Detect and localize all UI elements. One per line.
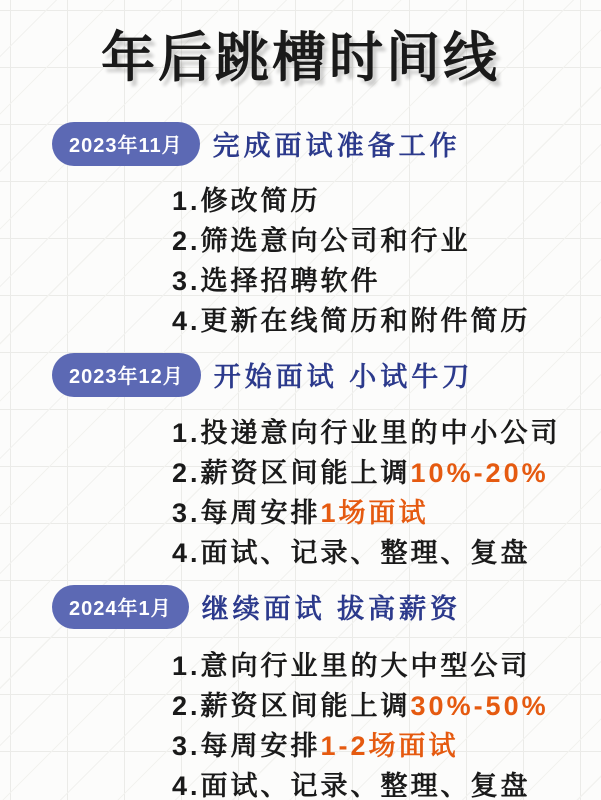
item-text: 2.薪资区间能上调 — [172, 690, 411, 721]
list-item — [172, 726, 601, 766]
item-text: 1.修改简历 — [172, 185, 321, 216]
item-text: 1.投递意向行业里的中小公司 — [172, 417, 561, 448]
item-text: 4.更新在线简历和附件简历 — [172, 305, 531, 336]
highlight-text: 30%-50% — [410, 690, 549, 721]
item-text: 4.面试、记录、整理、复盘 — [172, 537, 531, 568]
item-list-3 — [0, 646, 601, 800]
list-item — [172, 261, 601, 301]
list-item — [172, 493, 601, 533]
date-badge-1: 2023年11月 — [52, 122, 200, 166]
section-heading-1: 完成面试准备工作 — [212, 131, 461, 162]
list-item — [172, 301, 601, 341]
item-text: 3.每周安排 — [172, 497, 321, 528]
timeline-section-header-1 — [52, 122, 601, 166]
list-item — [172, 646, 601, 686]
list-item — [172, 533, 601, 573]
list-item — [172, 766, 601, 800]
list-item — [172, 221, 601, 261]
date-badge-3: 2024年1月 — [52, 585, 189, 629]
item-text: 2.薪资区间能上调 — [172, 457, 411, 488]
highlight-text: 1场面试 — [320, 497, 429, 528]
section-heading-2: 开始面试 小试牛刀 — [213, 362, 474, 393]
highlight-text: 1-2场面试 — [320, 730, 459, 761]
timeline-section-header-3 — [52, 585, 601, 629]
section-heading-3: 继续面试 拔高薪资 — [201, 594, 462, 625]
date-badge-2: 2023年12月 — [52, 353, 201, 397]
item-list-2 — [0, 413, 601, 573]
highlight-text: 10%-20% — [410, 457, 549, 488]
page-title: 年后跳槽时间线 — [101, 28, 500, 88]
item-text: 3.选择招聘软件 — [172, 265, 381, 296]
item-text: 2.筛选意向公司和行业 — [172, 225, 471, 256]
item-text: 4.面试、记录、整理、复盘 — [172, 770, 531, 800]
list-item — [172, 181, 601, 221]
list-item — [172, 453, 601, 493]
list-item — [172, 413, 601, 453]
item-text: 3.每周安排 — [172, 730, 321, 761]
item-list-1 — [0, 181, 601, 341]
timeline-section-header-2 — [52, 353, 601, 397]
item-text: 1.意向行业里的大中型公司 — [172, 650, 531, 681]
list-item — [172, 686, 601, 726]
